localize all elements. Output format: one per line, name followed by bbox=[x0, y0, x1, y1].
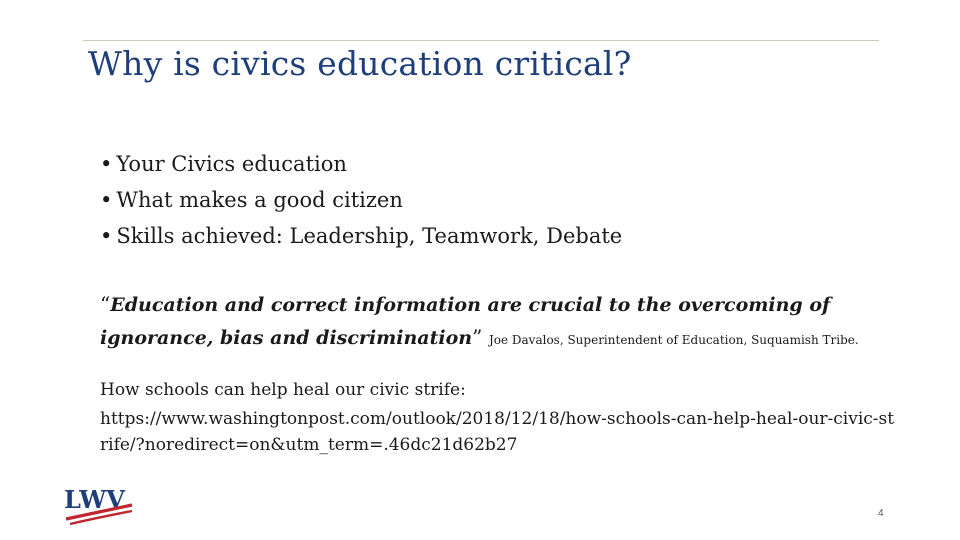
bullet-item bbox=[100, 146, 622, 182]
lwv-logo bbox=[64, 486, 136, 526]
quote-block bbox=[100, 288, 880, 356]
quote-open-mark: “ bbox=[100, 292, 111, 316]
top-divider bbox=[83, 40, 879, 41]
lwv-logo-graphic bbox=[64, 486, 136, 526]
quote-close-mark: ” bbox=[472, 325, 483, 349]
bullet-text: What makes a good citizen bbox=[116, 188, 403, 212]
bullet-item bbox=[100, 182, 622, 218]
bullet-symbol: • bbox=[100, 188, 113, 212]
logo-text: LWV bbox=[64, 486, 125, 514]
quote-attribution: Joe Davalos, Superintendent of Education, Suquamish Tribe. bbox=[488, 333, 859, 347]
bullet-symbol: • bbox=[100, 224, 113, 248]
bullet-text: Your Civics education bbox=[116, 152, 347, 176]
slide-title: Why is civics education critical? bbox=[88, 44, 632, 83]
bullet-item bbox=[100, 218, 622, 254]
bullet-symbol: • bbox=[100, 152, 113, 176]
page-number: 4 bbox=[878, 508, 884, 519]
reference-link[interactable]: https://www.washingtonpost.com/outlook/2018/12/18/how-schools-can-help-heal-our-civic-strife/?noredirect=on&utm_term=.46dc21d62b27 bbox=[100, 409, 895, 455]
reference-block bbox=[100, 376, 900, 458]
bullet-text: Skills achieved: Leadership, Teamwork, Debate bbox=[116, 224, 623, 248]
bullet-list bbox=[100, 146, 622, 254]
reference-heading: How schools can help heal our civic strife: bbox=[100, 380, 466, 400]
quote-text: Education and correct information are crucial to the overcoming of ignorance, bias and discrimination bbox=[100, 294, 831, 349]
